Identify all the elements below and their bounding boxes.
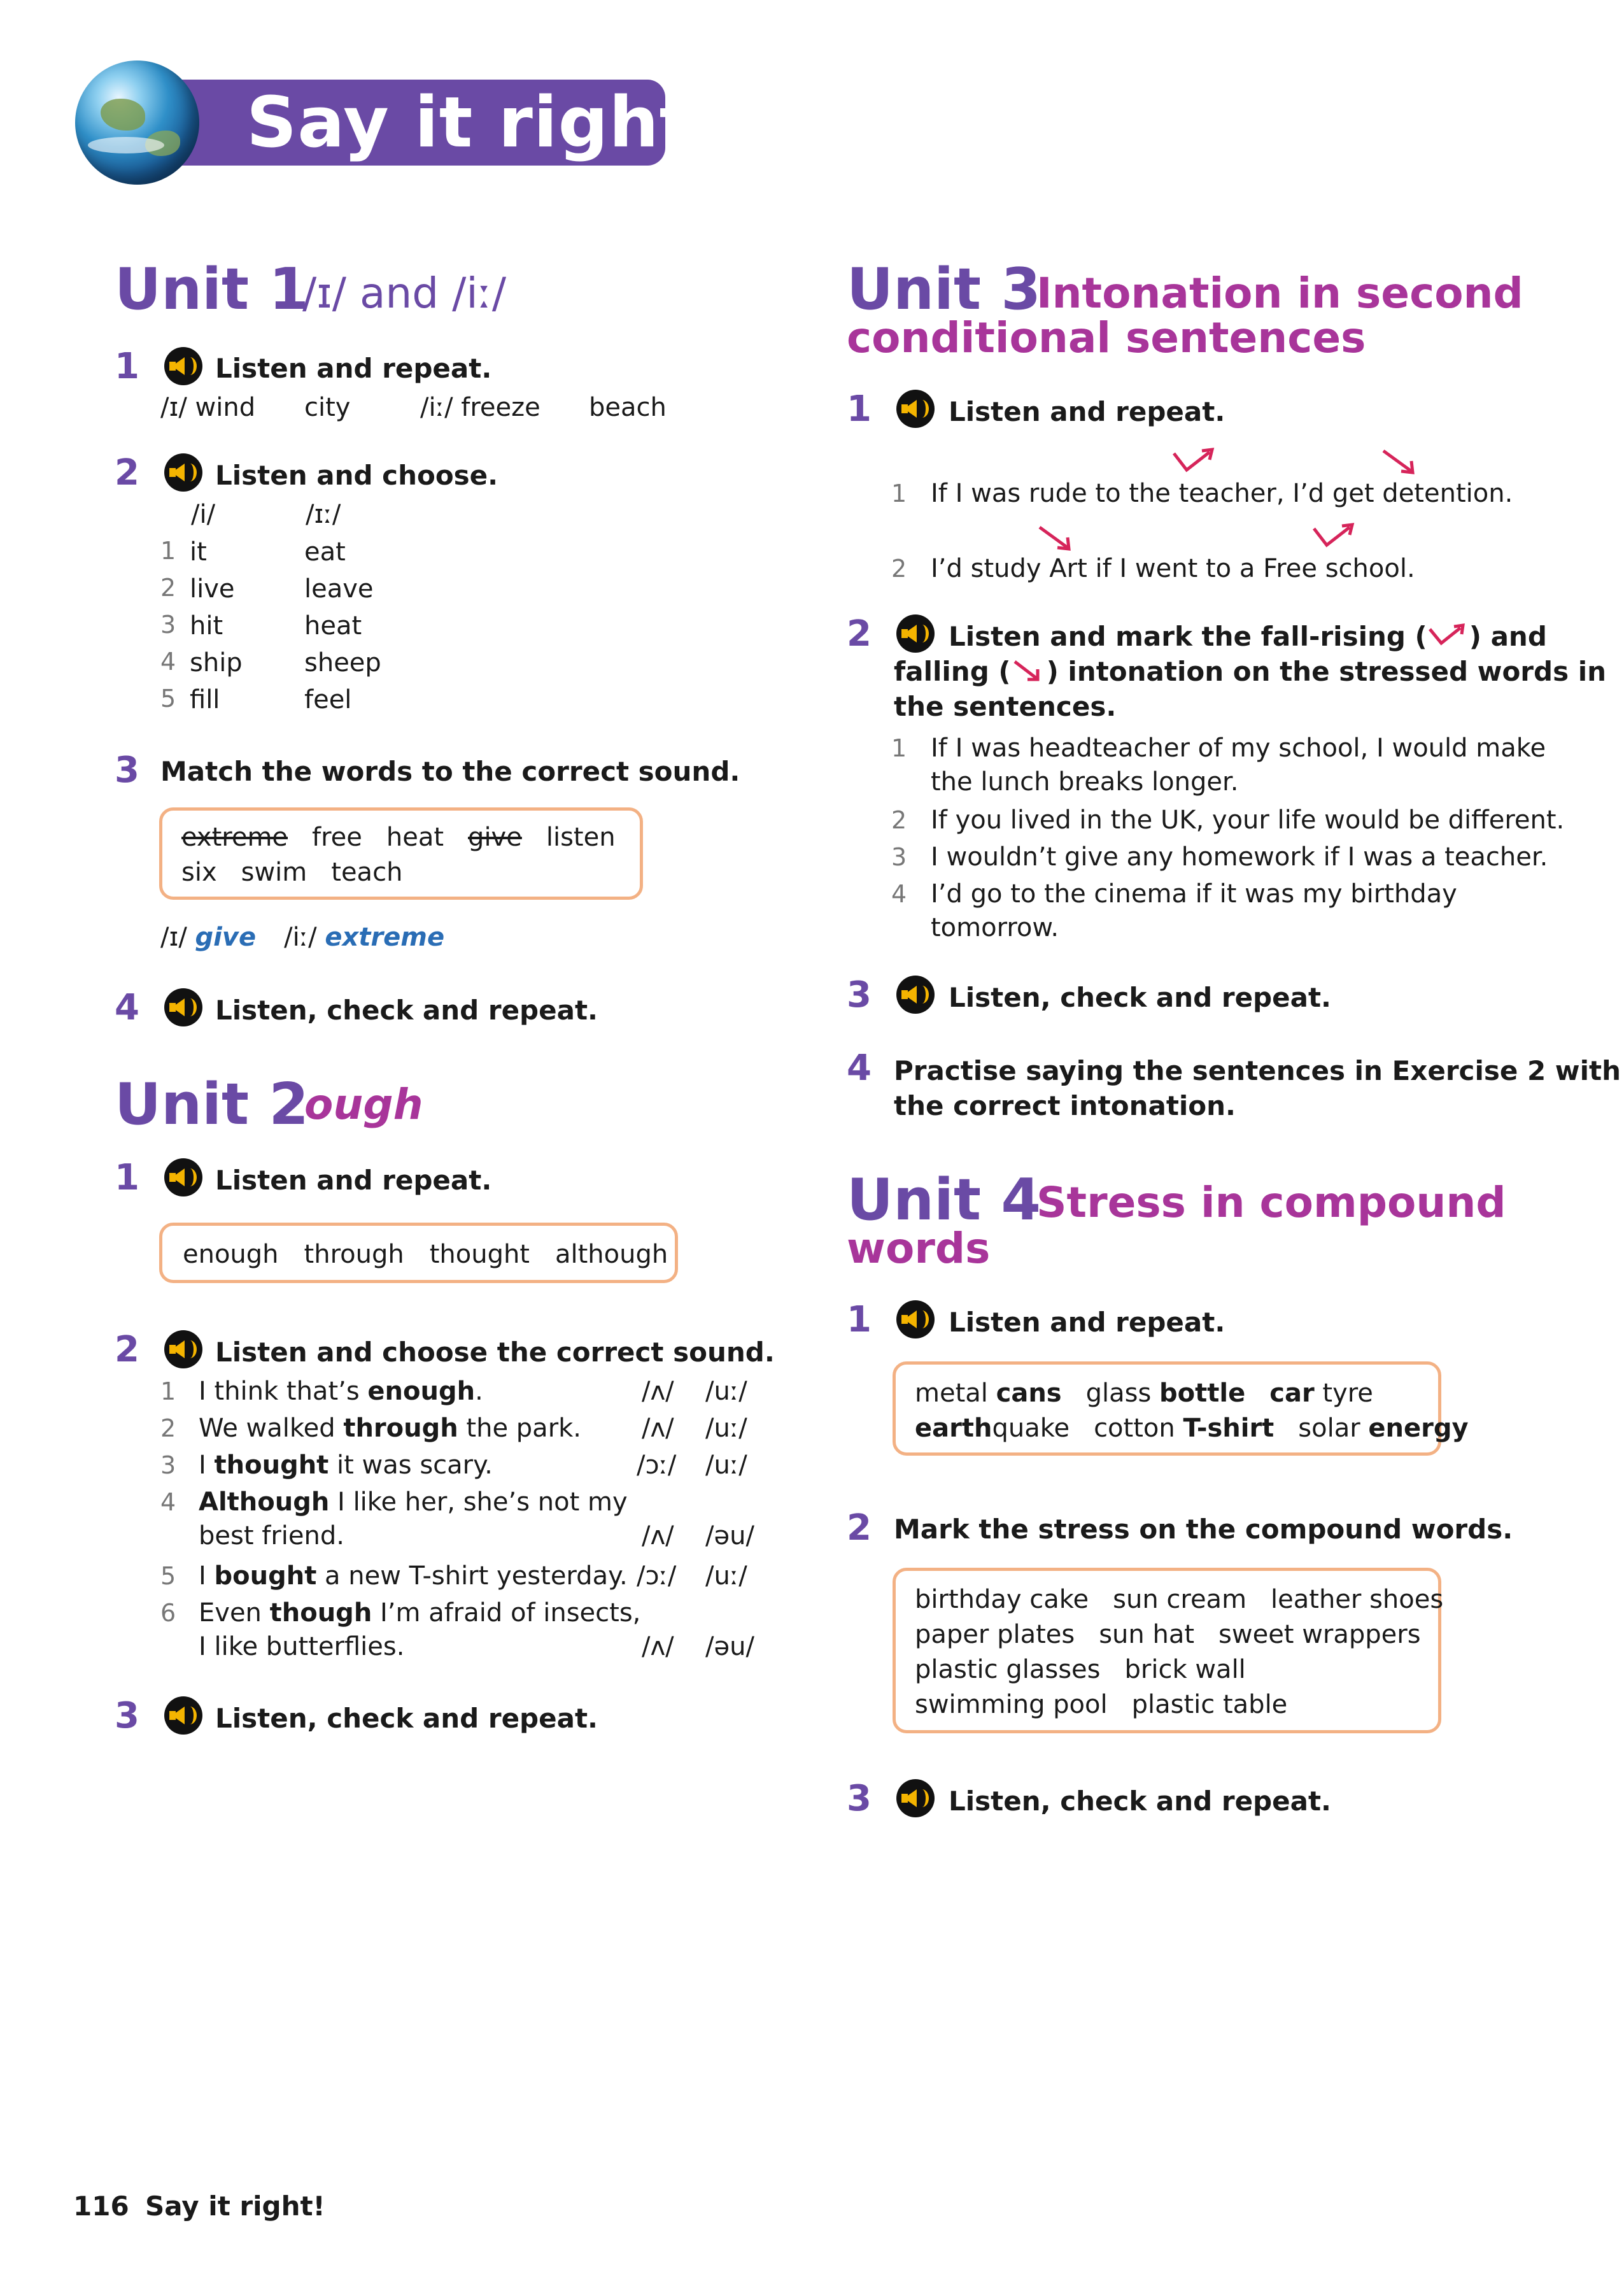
unit3-subtitle-line2: conditional sentences <box>847 313 1366 362</box>
u1-ex2-word: ship <box>190 648 243 678</box>
item-number: 2 <box>160 1414 176 1442</box>
stressed-part: car <box>1269 1379 1315 1408</box>
fall-rise-arrow-icon <box>1427 623 1469 648</box>
box-word: teach <box>331 858 403 887</box>
unit2-title: Unit 2 <box>115 1071 309 1138</box>
unit4-ex1-instruction: Listen and repeat. <box>949 1307 1225 1338</box>
unit1-ex2-instruction: Listen and choose. <box>215 460 498 491</box>
target-word: bought <box>214 1561 317 1591</box>
crossed-word: extreme <box>181 823 288 852</box>
stressed-part: energy <box>1368 1414 1469 1443</box>
unit2-subtitle: ough <box>304 1080 423 1129</box>
sound-option[interactable]: /ɔː/ <box>637 1561 677 1591</box>
u1-ex2-word: leave <box>304 574 374 604</box>
speaker-icon[interactable] <box>164 1330 202 1368</box>
word-box-line: plastic glasses brick wall <box>915 1655 1246 1684</box>
u1-ex2-col-head: /i/ <box>191 500 216 529</box>
stressed-part: cans <box>996 1379 1062 1408</box>
word-box-line: paper plates sun hat sweet wrappers <box>915 1620 1421 1649</box>
unit2-ex3-instruction: Listen, check and repeat. <box>215 1703 598 1734</box>
target-word: enough <box>367 1377 476 1406</box>
unit1-ex4-number: 4 <box>115 987 139 1028</box>
crossed-word: give <box>468 823 522 852</box>
footer-title: Say it right! <box>145 2190 325 2222</box>
item-number: 2 <box>891 555 907 583</box>
item-number: 1 <box>891 479 907 508</box>
box-word: heat <box>386 823 444 852</box>
u1-ex2-word: heat <box>304 611 362 641</box>
u2-ex2-sentence: Although I like her, she’s not my <box>199 1487 628 1517</box>
word-box-line <box>183 1239 668 1270</box>
sound-option[interactable]: /ʌ/ <box>642 1377 674 1406</box>
sound-option[interactable]: /uː/ <box>705 1451 747 1480</box>
word-box-line <box>181 856 402 888</box>
speaker-icon[interactable] <box>896 390 935 428</box>
sound-option[interactable]: /ɔː/ <box>637 1451 677 1480</box>
unit3-title: Unit 3 <box>847 256 1041 323</box>
answer-word: extreme <box>325 923 445 952</box>
word-box-line: swimming pool plastic table <box>915 1690 1288 1719</box>
u3-ex2-sentence: If you lived in the UK, your life would be different. <box>931 806 1565 835</box>
item-number: 5 <box>160 1562 176 1590</box>
target-word: thought <box>214 1451 329 1480</box>
unit4-ex2-number: 2 <box>847 1507 872 1549</box>
u2-ex2-sentence: We walked through the park. <box>199 1414 582 1443</box>
speaker-icon[interactable] <box>164 1696 202 1735</box>
box-word: although <box>555 1240 668 1269</box>
u3-ex2-sentence: I wouldn’t give any homework if I was a teacher. <box>931 842 1548 872</box>
item-number: 3 <box>160 611 176 639</box>
unit1-subtitle: /ɪ/ and /iː/ <box>302 269 507 318</box>
item-number: 1 <box>160 537 176 565</box>
u1-ex2-word: hit <box>190 611 223 641</box>
page-title: Say it right! <box>246 82 726 163</box>
speaker-icon[interactable] <box>164 988 202 1026</box>
u3-ex1-sentence: I’d study Art if I went to a Free school. <box>931 554 1415 583</box>
u3-ex2-sentence: If I was headteacher of my school, I would make <box>931 734 1546 763</box>
fall-arrow-icon <box>1011 658 1047 683</box>
unit4-subtitle: Stress in compound <box>1036 1178 1506 1227</box>
unit1-ex2-number: 2 <box>115 452 139 493</box>
unit2-ex1-number: 1 <box>115 1157 139 1198</box>
unit2-ex3-number: 3 <box>115 1695 139 1736</box>
u2-ex2-sentence: I bought a new T-shirt yesterday. <box>199 1561 628 1591</box>
fall-rise-arrow-icon <box>1310 521 1361 553</box>
stressed-part: T-shirt <box>1183 1414 1274 1443</box>
u1-ex3-answer: /ɪ/ give /iː/ extreme <box>160 923 445 952</box>
sound-option[interactable]: /ʌ/ <box>642 1414 674 1443</box>
box-word: through <box>304 1240 404 1269</box>
u1-ex2-col-head: /ɪː/ <box>306 500 341 529</box>
item-number: 4 <box>160 1488 176 1516</box>
stressed-part: earth <box>915 1414 992 1443</box>
stressed-word: detention <box>1382 479 1505 508</box>
u2-ex2-sentence-cont: I like butterflies. <box>199 1632 405 1661</box>
u1-ex2-word: it <box>190 537 207 567</box>
box-word: free <box>312 823 362 852</box>
item-number: 2 <box>160 574 176 602</box>
word-box-line: earthquake cotton T-shirt solar energy <box>915 1414 1469 1443</box>
sound-option[interactable]: /uː/ <box>705 1561 747 1591</box>
unit3-ex4-instruction-line2: the correct intonation. <box>894 1090 1236 1121</box>
u1-ex2-word: live <box>190 574 235 604</box>
box-word: enough <box>183 1240 279 1269</box>
unit2-ex2-number: 2 <box>115 1329 139 1370</box>
sound-option[interactable]: /ʌ/ <box>642 1521 674 1551</box>
unit3-ex1-number: 1 <box>847 388 872 430</box>
item-number: 1 <box>160 1377 176 1405</box>
unit3-ex3-instruction: Listen, check and repeat. <box>949 982 1331 1013</box>
box-word: six <box>181 858 217 887</box>
unit4-subtitle-line2: words <box>847 1224 991 1273</box>
unit1-ex1-instruction: Listen and repeat. <box>215 353 492 384</box>
sound-option[interactable]: /ʌ/ <box>642 1632 674 1661</box>
target-word: through <box>343 1414 458 1443</box>
sound-option[interactable]: /uː/ <box>705 1414 747 1443</box>
item-number: 6 <box>160 1599 176 1627</box>
u1-ex1-word: city <box>304 393 351 422</box>
unit3-ex2-instruction: Listen and mark the fall-rising ( ) and <box>949 621 1547 652</box>
u3-ex2-sentence: I’d go to the cinema if it was my birthday <box>931 879 1457 909</box>
u2-ex2-sentence: I thought it was scary. <box>199 1451 493 1480</box>
stressed-word: Art <box>1049 554 1087 583</box>
fall-rise-arrow-icon <box>1170 446 1221 478</box>
speaker-icon[interactable] <box>164 1158 202 1196</box>
unit3-ex3-number: 3 <box>847 974 872 1016</box>
box-word: swim <box>241 858 307 887</box>
unit3-ex1-instruction: Listen and repeat. <box>949 396 1225 427</box>
unit3-ex2-number: 2 <box>847 613 872 655</box>
unit1-ex4-instruction: Listen, check and repeat. <box>215 995 598 1026</box>
box-word: thought <box>429 1240 530 1269</box>
u2-ex2-sentence: I think that’s enough. <box>199 1377 483 1406</box>
page-number: 116 <box>73 2190 129 2222</box>
speaker-icon[interactable] <box>896 976 935 1014</box>
unit4-title: Unit 4 <box>847 1167 1041 1233</box>
speaker-icon[interactable] <box>164 347 202 385</box>
unit3-ex4-number: 4 <box>847 1047 872 1089</box>
u2-ex2-sentence-cont: best friend. <box>199 1521 344 1551</box>
item-number: 5 <box>160 685 176 713</box>
u1-ex2-word: fill <box>190 685 220 714</box>
box-word: listen <box>546 823 616 852</box>
stressed-word: school <box>1325 554 1407 583</box>
sound-option[interactable]: /uː/ <box>705 1377 747 1406</box>
unit2-ex1-instruction: Listen and repeat. <box>215 1165 492 1196</box>
speaker-icon[interactable] <box>896 614 935 653</box>
u1-ex1-word: beach <box>589 393 667 422</box>
stressed-word: teacher <box>1178 479 1276 508</box>
fall-arrow-icon <box>1378 446 1423 478</box>
u1-ex2-word: feel <box>304 685 352 714</box>
sound-option[interactable]: /əu/ <box>705 1632 754 1661</box>
sound-option[interactable]: /əu/ <box>705 1521 754 1551</box>
unit1-title: Unit 1 <box>115 256 309 323</box>
item-number: 3 <box>891 843 907 871</box>
item-number: 4 <box>160 648 176 676</box>
u3-ex2-sentence-cont: the lunch breaks longer. <box>931 767 1239 797</box>
item-number: 1 <box>891 734 907 762</box>
target-word: Although <box>199 1487 330 1517</box>
item-number: 3 <box>160 1451 176 1479</box>
speaker-icon[interactable] <box>896 1779 935 1817</box>
unit1-ex1-number: 1 <box>115 346 139 387</box>
unit4-ex3-instruction: Listen, check and repeat. <box>949 1786 1331 1817</box>
speaker-icon[interactable] <box>896 1300 935 1338</box>
unit3-ex2-instruction-line2: falling ( ) intonation on the stressed words in <box>894 656 1606 687</box>
unit3-subtitle: Intonation in second <box>1036 269 1523 318</box>
unit4-ex1-number: 1 <box>847 1299 872 1340</box>
unit3-ex2-instruction-line3: the sentences. <box>894 691 1117 722</box>
speaker-icon[interactable] <box>164 453 202 492</box>
u1-ex1-word: /iː/ freeze <box>420 393 540 422</box>
stressed-part: bottle <box>1159 1379 1246 1408</box>
item-number: 4 <box>891 880 907 908</box>
unit3-ex4-instruction: Practise saying the sentences in Exercise 2 with <box>894 1055 1621 1086</box>
unit4-ex2-instruction: Mark the stress on the compound words. <box>894 1514 1513 1545</box>
u1-ex2-word: eat <box>304 537 346 567</box>
u3-ex1-sentence: If I was rude to the teacher, I’d get detention. <box>931 479 1513 508</box>
target-word: though <box>269 1598 372 1628</box>
fall-arrow-icon <box>1034 522 1079 554</box>
unit1-ex3-number: 3 <box>115 749 139 791</box>
item-number: 2 <box>891 806 907 834</box>
u1-ex1-word: /ɪ/ wind <box>160 393 256 422</box>
u1-ex2-word: sheep <box>304 648 381 678</box>
word-box-line <box>181 821 616 853</box>
unit2-ex2-instruction: Listen and choose the correct sound. <box>215 1337 775 1368</box>
u2-ex2-sentence: Even though I’m afraid of insects, <box>199 1598 641 1628</box>
unit4-ex3-number: 3 <box>847 1778 872 1819</box>
answer-word: give <box>195 923 257 952</box>
word-box-line: metal cans glass bottle car tyre <box>915 1379 1373 1408</box>
unit1-ex3-instruction: Match the words to the correct sound. <box>160 756 740 787</box>
globe-icon <box>75 60 199 185</box>
word-box-line: birthday cake sun cream leather shoes <box>915 1585 1444 1614</box>
u3-ex2-sentence-cont: tomorrow. <box>931 913 1059 942</box>
